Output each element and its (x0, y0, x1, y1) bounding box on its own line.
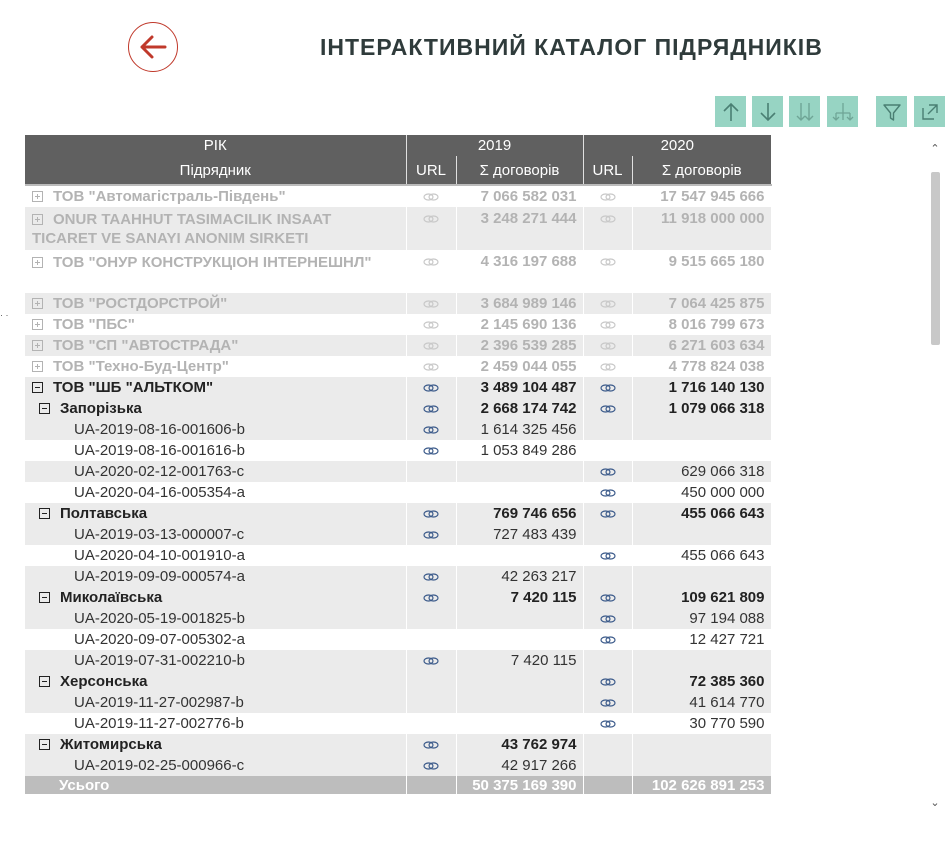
row-name: UA-2020-02-12-001763-c (74, 463, 245, 480)
link-icon[interactable] (600, 694, 616, 711)
sum-2020-value (632, 650, 771, 671)
url-2020-cell[interactable] (583, 482, 632, 503)
sum-2019-value: 1 614 325 456 (456, 419, 583, 440)
contractor-row[interactable] (25, 293, 771, 314)
url-2019-cell[interactable] (406, 650, 456, 671)
drill-down-icon (758, 101, 778, 123)
link-icon[interactable] (600, 253, 616, 270)
link-icon[interactable] (423, 757, 439, 774)
focus-mode-icon (920, 102, 940, 122)
link-icon[interactable] (423, 210, 439, 227)
url-2020-cell (583, 734, 632, 755)
sum-2019-value: 1 053 849 286 (456, 440, 583, 461)
sum-2020-value: 17 547 945 666 (632, 185, 771, 207)
link-icon[interactable] (600, 210, 616, 227)
sum-2019-value: 3 684 989 146 (456, 293, 583, 314)
sum-2020-value: 72 385 360 (632, 671, 771, 692)
url-2020-cell[interactable] (583, 692, 632, 713)
sum-2019-value (456, 461, 583, 482)
url-2020-cell (583, 524, 632, 545)
visual-toolbar (0, 96, 948, 128)
link-icon[interactable] (423, 316, 439, 333)
row-name: Житомирська (60, 736, 162, 753)
url-2019-cell[interactable] (406, 377, 456, 398)
row-name: UA-2019-11-27-002987-b (74, 694, 244, 711)
contractor-row[interactable] (25, 207, 771, 250)
drill-down-button[interactable] (752, 96, 783, 127)
row-name: UA-2019-07-31-002210-b (74, 652, 245, 669)
link-icon[interactable] (423, 526, 439, 543)
total-row (25, 776, 771, 794)
url-2019-cell[interactable] (406, 250, 456, 293)
link-icon[interactable] (600, 673, 616, 690)
url-2020-cell (583, 566, 632, 587)
chevron-up-icon[interactable]: ⌃ (930, 143, 940, 155)
collapse-icon[interactable] (39, 508, 50, 519)
url-2020-cell[interactable] (583, 185, 632, 207)
url-2020-cell[interactable] (583, 207, 632, 250)
url-2019-cell[interactable] (406, 419, 456, 440)
row-label (25, 734, 406, 755)
row-name: UA-2020-05-19-001825-b (74, 610, 245, 627)
link-icon[interactable] (600, 484, 616, 501)
handle-dots: · · (0, 310, 9, 320)
sum-2019-value: 43 762 974 (456, 734, 583, 755)
tender-row[interactable] (25, 545, 771, 566)
link-icon[interactable] (600, 295, 616, 312)
row-label (25, 755, 406, 776)
tender-row[interactable] (25, 482, 771, 503)
sum-2019-value (456, 545, 583, 566)
back-button[interactable] (128, 22, 178, 72)
row-label (25, 207, 406, 250)
url-2020-cell[interactable] (583, 545, 632, 566)
expand-hierarchy-button[interactable] (827, 96, 858, 127)
link-icon[interactable] (423, 736, 439, 753)
sum-2019-value: 2 145 690 136 (456, 314, 583, 335)
link-icon[interactable] (600, 589, 616, 606)
link-icon[interactable] (423, 400, 439, 417)
sum-2020-value: 12 427 721 (632, 629, 771, 650)
row-label (25, 461, 406, 482)
row-name: ТОВ "ШБ "АЛЬТКОМ" (53, 379, 214, 396)
tender-row[interactable] (25, 755, 771, 776)
url-2019-cell[interactable] (406, 587, 456, 608)
link-icon[interactable] (423, 337, 439, 354)
sum-2020-value: 1 079 066 318 (632, 398, 771, 419)
link-icon[interactable] (423, 652, 439, 669)
sum-2020-value (632, 566, 771, 587)
sum-2020-value: 109 621 809 (632, 587, 771, 608)
link-icon[interactable] (600, 400, 616, 417)
arrow-left-icon (138, 34, 168, 60)
total-url-2020 (583, 776, 632, 794)
sum-2020-value (632, 734, 771, 755)
contractor-row[interactable] (25, 314, 771, 335)
url-2020-cell[interactable] (583, 461, 632, 482)
sum-2019-value (456, 713, 583, 734)
row-name: UA-2020-04-10-001910-a (74, 547, 245, 564)
sum-2019-value: 7 066 582 031 (456, 185, 583, 207)
sum-2019-value: 2 396 539 285 (456, 335, 583, 356)
sum-2019-value: 727 483 439 (456, 524, 583, 545)
url-2019-cell[interactable] (406, 185, 456, 207)
row-name: UA-2020-04-16-005354-a (74, 484, 245, 501)
link-icon[interactable] (600, 379, 616, 396)
sum-2019-value: 7 420 115 (456, 650, 583, 671)
tender-row[interactable] (25, 419, 771, 440)
total-2019-value: 50 375 169 390 (456, 776, 583, 794)
row-label (25, 185, 406, 207)
row-name: Миколаївська (60, 589, 163, 606)
region-row[interactable] (25, 587, 771, 608)
tender-row[interactable] (25, 524, 771, 545)
url-2020-cell[interactable] (583, 671, 632, 692)
url-2020-cell[interactable] (583, 250, 632, 293)
sum-2020-value (632, 419, 771, 440)
collapse-icon[interactable] (39, 739, 50, 750)
url-2019-cell[interactable] (406, 503, 456, 524)
scroll-thumb[interactable] (931, 172, 940, 345)
row-label (25, 293, 406, 314)
contractor-row[interactable] (25, 185, 771, 207)
focus-mode-button[interactable] (914, 96, 945, 127)
link-icon[interactable] (600, 505, 616, 522)
expand-all-button[interactable] (789, 96, 820, 127)
url-2020-cell (583, 650, 632, 671)
row-name: Полтавська (60, 505, 148, 522)
row-label (25, 377, 406, 398)
sum-2019-value: 3 248 271 444 (456, 207, 583, 250)
row-label (25, 587, 406, 608)
sum-2019-value: 42 917 266 (456, 755, 583, 776)
sum-2020-value: 30 770 590 (632, 713, 771, 734)
region-row[interactable] (25, 503, 771, 524)
sum-2019-value: 3 489 104 487 (456, 377, 583, 398)
url-2020-cell[interactable] (583, 587, 632, 608)
row-name: UA-2019-02-25-000966-c (74, 757, 245, 774)
row-name: ТОВ "РОСТДОРСТРОЙ" (53, 295, 228, 312)
row-name: UA-2019-11-27-002776-b (74, 715, 244, 732)
drill-up-icon (721, 101, 741, 123)
sum-2020-value: 629 066 318 (632, 461, 771, 482)
link-icon[interactable] (600, 610, 616, 627)
url-2020-cell[interactable] (583, 629, 632, 650)
expand-icon[interactable] (32, 298, 43, 309)
url-2020-cell (583, 419, 632, 440)
row-name: UA-2020-09-07-005302-a (74, 631, 245, 648)
contractor-row[interactable] (25, 356, 771, 377)
contractor-row[interactable] (25, 335, 771, 356)
row-name: UA-2019-09-09-000574-a (74, 568, 245, 585)
sum-2020-value: 450 000 000 (632, 482, 771, 503)
link-icon[interactable] (600, 631, 616, 648)
sum-2019-value (456, 671, 583, 692)
url-2019-cell[interactable] (406, 335, 456, 356)
tender-row[interactable] (25, 566, 771, 587)
url-2019-header[interactable]: URL (406, 156, 456, 185)
contractor-matrix (25, 135, 771, 794)
link-icon[interactable] (423, 589, 439, 606)
region-row[interactable] (25, 398, 771, 419)
row-label (25, 503, 406, 524)
sum-2019-value (456, 692, 583, 713)
link-icon[interactable] (600, 547, 616, 564)
sum-2019-value: 2 459 044 055 (456, 356, 583, 377)
link-icon[interactable] (423, 421, 439, 438)
year-2020-header[interactable]: 2020 (583, 135, 771, 156)
collapse-icon[interactable] (39, 403, 50, 414)
row-label (25, 398, 406, 419)
url-2019-cell[interactable] (406, 566, 456, 587)
row-name: ТОВ "Автомагістраль-Південь" (53, 188, 286, 205)
row-label (25, 356, 406, 377)
link-icon[interactable] (600, 358, 616, 375)
url-2020-cell[interactable] (583, 293, 632, 314)
region-row[interactable] (25, 671, 771, 692)
sum-2019-value (456, 629, 583, 650)
row-label (25, 713, 406, 734)
url-2019-cell[interactable] (406, 314, 456, 335)
collapse-icon[interactable] (32, 382, 43, 393)
total-2020-value: 102 626 891 253 (632, 776, 771, 794)
url-2020-cell[interactable] (583, 356, 632, 377)
expand-icon[interactable] (32, 361, 43, 372)
url-2020-header[interactable]: URL (583, 156, 632, 185)
region-row[interactable] (25, 734, 771, 755)
url-2019-cell[interactable] (406, 398, 456, 419)
sum-2019-value (456, 608, 583, 629)
url-2020-cell[interactable] (583, 398, 632, 419)
row-label (25, 440, 406, 461)
row-label (25, 482, 406, 503)
collapse-icon[interactable] (39, 592, 50, 603)
expand-icon[interactable] (32, 340, 43, 351)
sum-2020-value: 9 515 665 180 (632, 250, 771, 293)
page-title: ІНТЕРАКТИВНИЙ КАТАЛОГ ПІДРЯДНИКІВ (320, 34, 823, 60)
row-name: UA-2019-08-16-001616-b (74, 442, 245, 459)
sum-2019-value: 769 746 656 (456, 503, 583, 524)
sum-2020-value: 455 066 643 (632, 503, 771, 524)
tender-row[interactable] (25, 629, 771, 650)
sum-2020-value: 7 064 425 875 (632, 293, 771, 314)
url-2019-cell[interactable] (406, 524, 456, 545)
row-label (25, 524, 406, 545)
sum-2019-value: 2 668 174 742 (456, 398, 583, 419)
row-name: ТОВ "СП "АВТОСТРАДА" (53, 337, 239, 354)
contractor-row[interactable] (25, 250, 771, 293)
url-2019-cell (406, 692, 456, 713)
row-label (25, 545, 406, 566)
tender-row[interactable] (25, 440, 771, 461)
url-2019-cell[interactable] (406, 356, 456, 377)
url-2019-cell (406, 545, 456, 566)
total-url-2019 (406, 776, 456, 794)
year-header[interactable]: РІК (25, 135, 406, 156)
contractor-header[interactable]: Підрядник (25, 156, 406, 185)
sum-2020-value (632, 755, 771, 776)
url-2019-cell (406, 671, 456, 692)
row-name: ТОВ "ПБС" (53, 316, 135, 333)
url-2019-cell[interactable] (406, 293, 456, 314)
expand-icon[interactable] (32, 214, 43, 225)
url-2019-cell (406, 461, 456, 482)
tender-row[interactable] (25, 461, 771, 482)
url-2020-cell[interactable] (583, 314, 632, 335)
sum-2020-value: 41 614 770 (632, 692, 771, 713)
row-label (25, 335, 406, 356)
expand-all-icon (794, 101, 816, 123)
sum-2020-value (632, 440, 771, 461)
url-2019-cell[interactable] (406, 755, 456, 776)
filter-button[interactable] (876, 96, 907, 127)
sum-2019-value: 42 263 217 (456, 566, 583, 587)
row-name: ONUR TAAHHUT TASIMACILIK INSAAT TICARET VE SANAYI ANONIM SIRKETI (32, 211, 332, 247)
row-name: UA-2019-08-16-001606-b (74, 421, 245, 438)
sum-2020-value: 6 271 603 634 (632, 335, 771, 356)
tender-row[interactable] (25, 650, 771, 671)
row-label (25, 314, 406, 335)
url-2020-cell[interactable] (583, 608, 632, 629)
total-label: Усього (25, 776, 406, 794)
link-icon[interactable] (423, 442, 439, 459)
url-2019-cell[interactable] (406, 207, 456, 250)
filter-icon (882, 102, 902, 122)
chevron-down-icon[interactable]: ⌄ (930, 797, 940, 809)
expand-icon[interactable] (32, 319, 43, 330)
vertical-scrollbar[interactable] (928, 140, 942, 822)
url-2019-cell[interactable] (406, 734, 456, 755)
row-label (25, 692, 406, 713)
sum-2019-header[interactable]: Σ договорів (456, 156, 583, 185)
link-icon[interactable] (600, 188, 616, 205)
link-icon[interactable] (423, 568, 439, 585)
row-label (25, 650, 406, 671)
row-label (25, 419, 406, 440)
link-icon[interactable] (423, 505, 439, 522)
url-2020-cell[interactable] (583, 377, 632, 398)
sum-2019-value (456, 482, 583, 503)
link-icon[interactable] (423, 295, 439, 312)
link-icon[interactable] (600, 715, 616, 732)
sum-2020-value: 11 918 000 000 (632, 207, 771, 250)
link-icon[interactable] (423, 188, 439, 205)
url-2020-cell (583, 440, 632, 461)
row-name: Запорізька (60, 400, 142, 417)
row-label (25, 250, 406, 293)
expand-hierarchy-icon (832, 101, 854, 123)
sum-2020-value (632, 524, 771, 545)
collapse-icon[interactable] (39, 676, 50, 687)
url-2020-cell[interactable] (583, 713, 632, 734)
sum-2020-value: 97 194 088 (632, 608, 771, 629)
tender-row[interactable] (25, 692, 771, 713)
sum-2020-value: 4 778 824 038 (632, 356, 771, 377)
row-name: UA-2019-03-13-000007-c (74, 526, 245, 543)
url-2019-cell (406, 629, 456, 650)
row-name: Херсонська (60, 673, 148, 690)
sum-2020-value: 455 066 643 (632, 545, 771, 566)
tender-row[interactable] (25, 608, 771, 629)
link-icon[interactable] (423, 379, 439, 396)
row-label (25, 566, 406, 587)
url-2019-cell (406, 713, 456, 734)
expand-icon[interactable] (32, 191, 43, 202)
url-2019-cell[interactable] (406, 440, 456, 461)
row-name: ТОВ "ОНУР КОНСТРУКЦІОН ІНТЕРНЕШНЛ" (53, 254, 372, 271)
link-icon[interactable] (423, 253, 439, 270)
url-2020-cell[interactable] (583, 503, 632, 524)
row-name: ТОВ "Техно-Буд-Центр" (53, 358, 229, 375)
link-icon[interactable] (423, 358, 439, 375)
expand-icon[interactable] (32, 257, 43, 268)
row-label (25, 608, 406, 629)
link-icon[interactable] (600, 463, 616, 480)
sum-2019-value: 4 316 197 688 (456, 250, 583, 293)
contractor-row[interactable] (25, 377, 771, 398)
sum-2020-value: 1 716 140 130 (632, 377, 771, 398)
url-2020-cell (583, 755, 632, 776)
drill-up-button[interactable] (715, 96, 746, 127)
url-2020-cell[interactable] (583, 335, 632, 356)
sum-2019-value: 7 420 115 (456, 587, 583, 608)
row-label (25, 629, 406, 650)
url-2019-cell (406, 608, 456, 629)
link-icon[interactable] (600, 337, 616, 354)
year-2019-header[interactable]: 2019 (406, 135, 583, 156)
sum-2020-header[interactable]: Σ договорів (632, 156, 771, 185)
sum-2020-value: 8 016 799 673 (632, 314, 771, 335)
tender-row[interactable] (25, 713, 771, 734)
link-icon[interactable] (600, 316, 616, 333)
row-label (25, 671, 406, 692)
url-2019-cell (406, 482, 456, 503)
